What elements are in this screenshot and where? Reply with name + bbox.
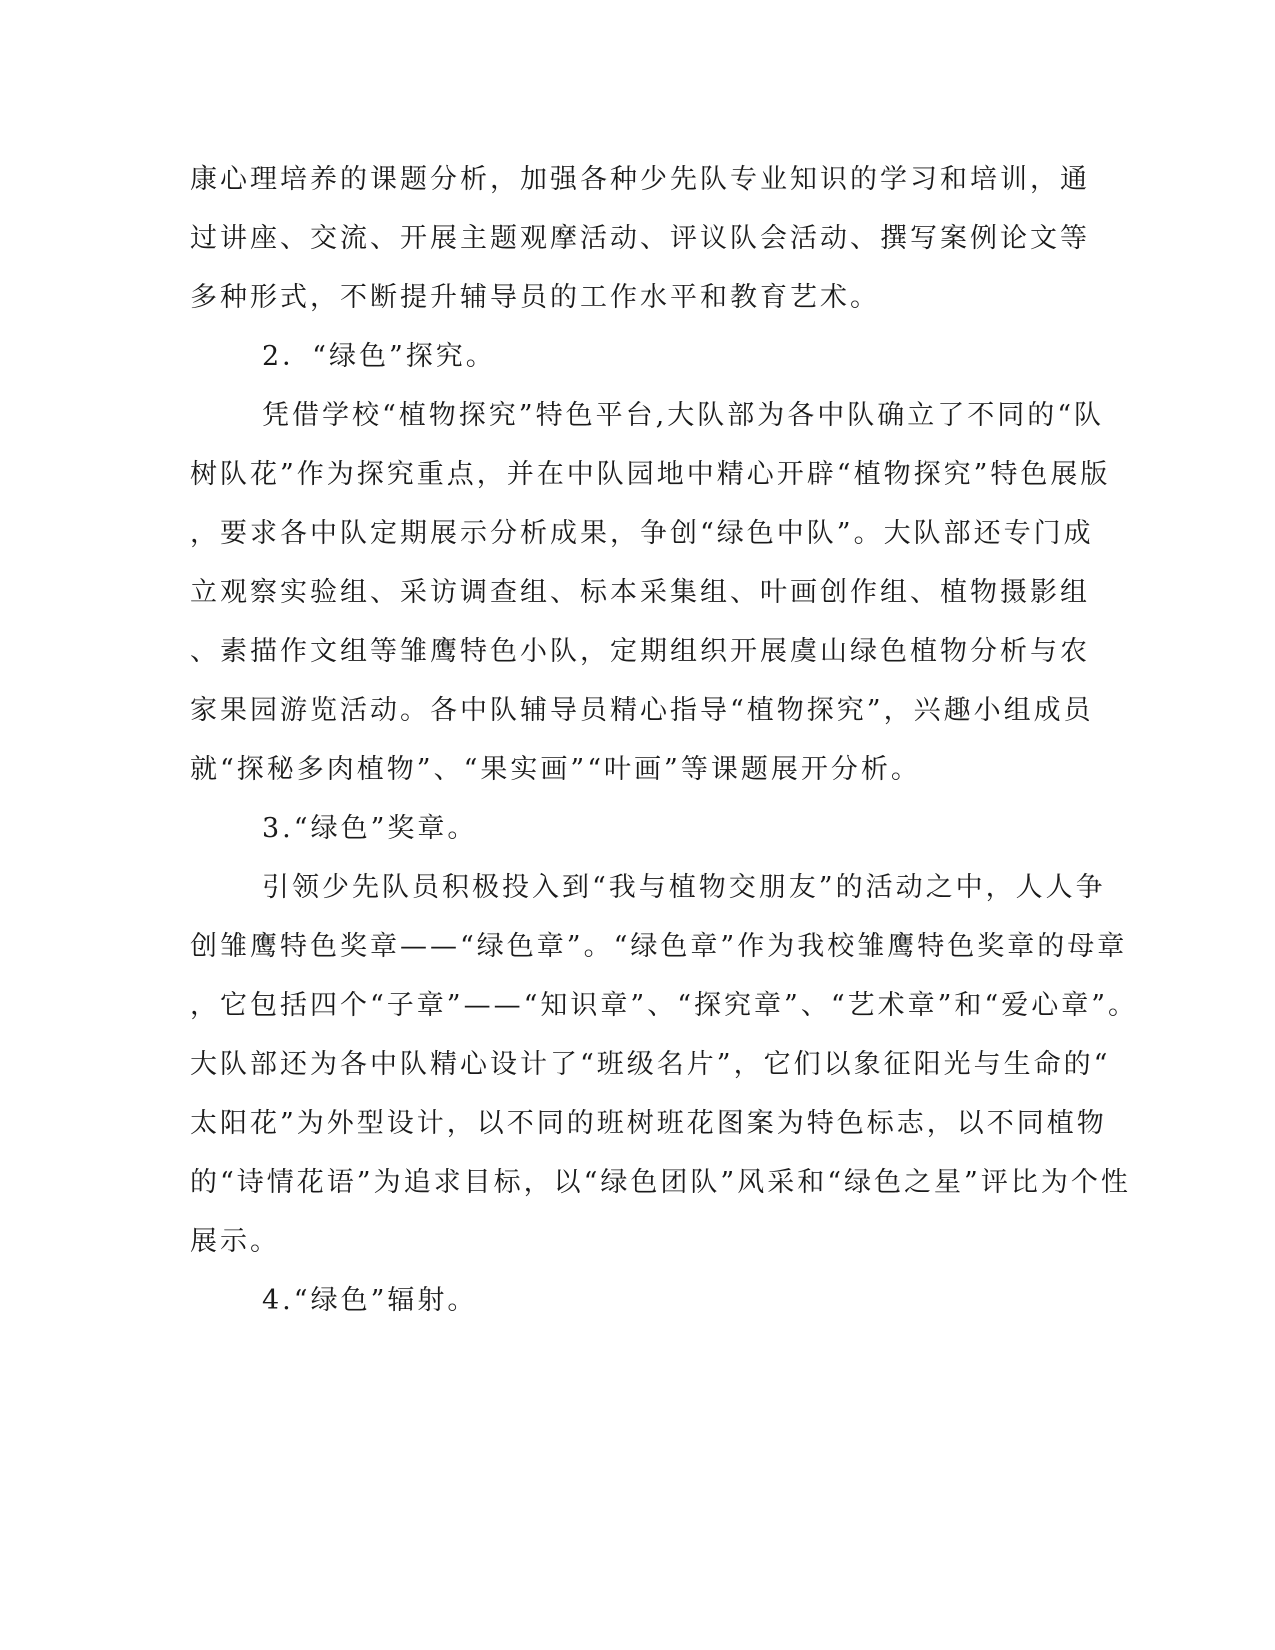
section-heading: 3.“绿色”奖章。 (262, 813, 478, 844)
section-heading: 2．“绿色”探究。 (262, 341, 496, 372)
section-heading: 4.“绿色”辐射。 (262, 1285, 478, 1316)
text-line: 展示。 (190, 1226, 280, 1257)
text-line: 多种形式，不断提升辅导员的工作水平和教育艺术。 (190, 282, 880, 313)
text-line: 就“探秘多肉植物”、“果实画”“叶画”等课题展开分析。 (190, 754, 921, 785)
text-line: 凭借学校“植物探究”特色平台,大队部为各中队确立了不同的“队 (262, 400, 1104, 431)
text-line: 家果园游览活动。各中队辅导员精心指导“植物探究”，兴趣小组成员 (190, 695, 1094, 726)
text-line: 太阳花”为外型设计，以不同的班树班花图案为特色标志，以不同植物 (190, 1108, 1107, 1139)
text-line: ，要求各中队定期展示分析成果，争创“绿色中队”。大队部还专门成 (190, 518, 1094, 549)
text-line: 立观察实验组、采访调查组、标本采集组、叶画创作组、植物摄影组 (190, 577, 1090, 608)
text-line: 康心理培养的课题分析，加强各种少先队专业知识的学习和培训，通 (190, 164, 1090, 195)
text-line: 的“诗情花语”为追求目标，以“绿色团队”风采和“绿色之星”评比为个性 (190, 1167, 1131, 1198)
text-line: 创雏鹰特色奖章——“绿色章”。“绿色章”作为我校雏鹰特色奖章的母章 (190, 931, 1128, 962)
text-line: 、素描作文组等雏鹰特色小队，定期组织开展虞山绿色植物分析与农 (190, 636, 1090, 667)
text-line: 树队花”作为探究重点，并在中队园地中精心开辟“植物探究”特色展版 (190, 459, 1111, 490)
text-line: 过讲座、交流、开展主题观摩活动、评议队会活动、撰写案例论文等 (190, 223, 1090, 254)
text-line: ，它包括四个“子章”——“知识章”、“探究章”、“艺术章”和“爱心章”。 (190, 990, 1139, 1021)
text-line: 引领少先队员积极投入到“我与植物交朋友”的活动之中，人人争 (262, 872, 1106, 903)
text-line: 大队部还为各中队精心设计了“班级名片”，它们以象征阳光与生命的“ (190, 1049, 1111, 1080)
